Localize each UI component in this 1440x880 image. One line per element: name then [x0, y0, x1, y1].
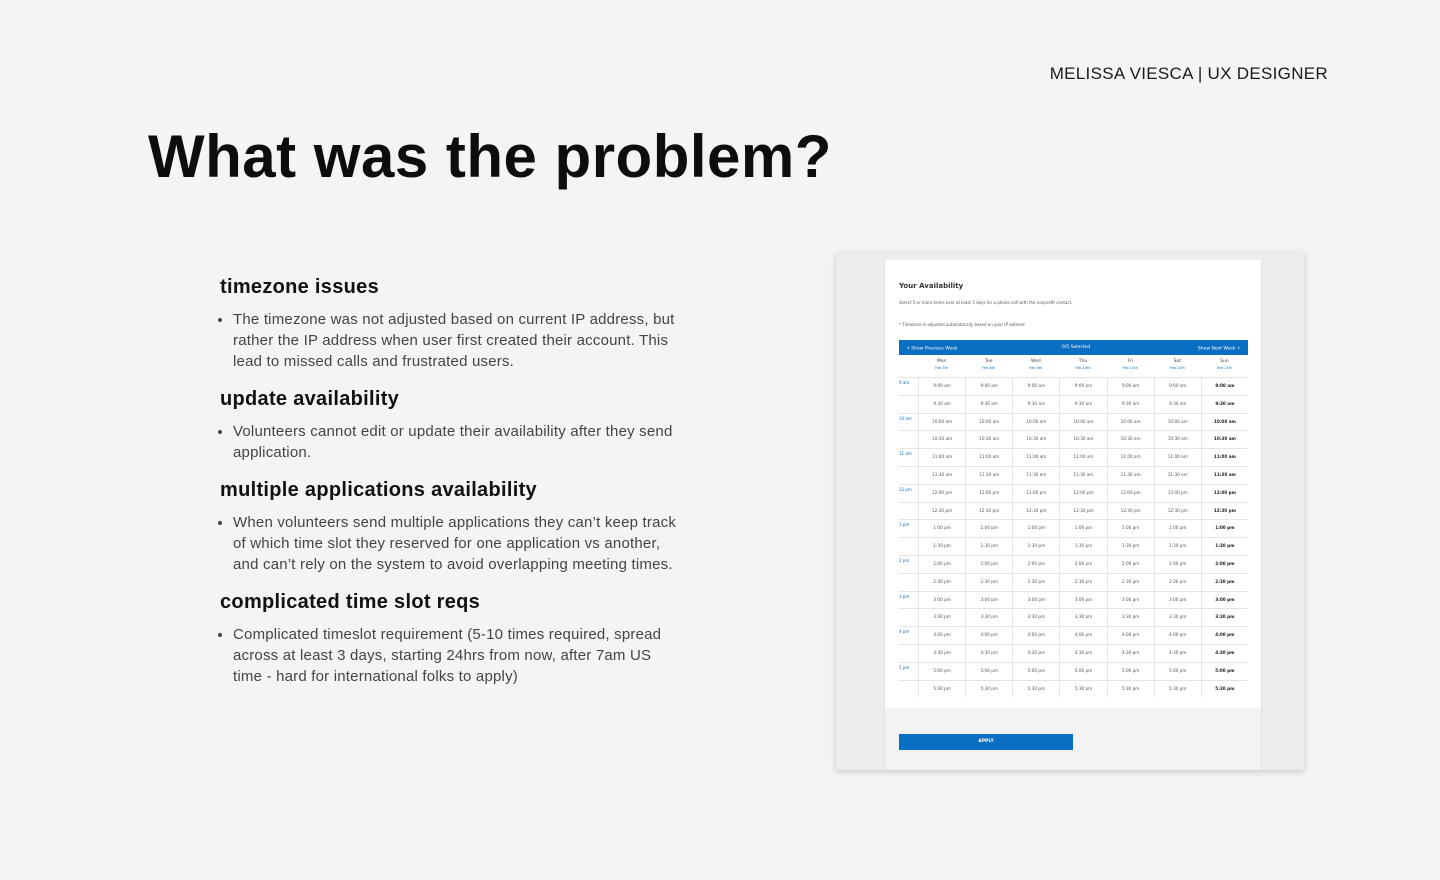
timezone-note: * Timezone is adjusted automatically based on your IP address — [899, 322, 1025, 327]
time-slot-option[interactable]: 4:00 pm — [1059, 627, 1106, 644]
time-slot-option[interactable]: 2:30 pm — [1107, 574, 1154, 591]
day-header — [1059, 358, 1106, 376]
panel-footer — [885, 708, 1261, 770]
time-slot-row — [899, 502, 1248, 520]
designer-brand: MELISSA VIESCA | UX DESIGNER — [1049, 64, 1328, 83]
time-slot-option[interactable]: 12:00 pm — [965, 485, 1012, 502]
issue-description: • The timezone was not adjusted based on current IP address, but rather the IP address when user first created their account. This lead to missed calls and frustrated users. — [233, 309, 680, 372]
time-slot-row — [899, 591, 1248, 609]
time-slot-option[interactable]: 10:30 am — [1201, 431, 1248, 448]
time-slot-option[interactable]: 1:00 pm — [918, 520, 965, 537]
apply-button[interactable]: APPLY — [899, 734, 1073, 750]
time-slot-option[interactable]: 1:30 pm — [965, 538, 1012, 555]
time-slot-row — [899, 680, 1248, 698]
next-week-label: Show Next Week — [1197, 346, 1236, 352]
time-slot-option[interactable]: 12:30 pm — [965, 503, 1012, 520]
time-slot-option[interactable]: 3:00 pm — [1154, 592, 1201, 609]
time-slot-option[interactable]: 3:00 pm — [1059, 592, 1106, 609]
time-slot-row — [899, 519, 1248, 537]
issue-heading: update availability — [220, 388, 400, 410]
hour-label — [899, 609, 918, 626]
time-slot-option[interactable]: 3:30 pm — [1107, 609, 1154, 626]
time-slot-option[interactable]: 11:30 am — [918, 467, 965, 484]
time-slot-option[interactable]: 1:00 pm — [1107, 520, 1154, 537]
time-slot-option[interactable]: 1:30 pm — [1012, 538, 1059, 555]
time-slot-option[interactable]: 9:00 am — [1107, 378, 1154, 395]
availability-panel — [884, 260, 1262, 770]
time-slot-option[interactable]: 5:30 pm — [1201, 681, 1248, 698]
time-slot-option[interactable]: 2:30 pm — [1059, 574, 1106, 591]
time-slot-row — [899, 484, 1248, 502]
time-slot-option[interactable]: 3:00 pm — [1012, 592, 1059, 609]
time-slot-option[interactable]: 1:30 pm — [1154, 538, 1201, 555]
time-slot-rows — [899, 377, 1248, 697]
time-slot-row — [899, 626, 1248, 644]
day-date: Feb 10th — [1075, 366, 1091, 370]
time-slot-option[interactable]: 10:30 am — [1154, 431, 1201, 448]
time-slot-option[interactable]: 3:00 pm — [918, 592, 965, 609]
day-header — [1012, 358, 1059, 376]
time-slot-option[interactable]: 10:30 am — [1059, 431, 1106, 448]
hour-label — [899, 503, 918, 520]
time-slot-option[interactable]: 3:30 pm — [1201, 609, 1248, 626]
time-slot-option[interactable]: 3:30 pm — [918, 609, 965, 626]
day-header — [918, 358, 965, 376]
time-slot-option[interactable]: 12:30 pm — [1201, 503, 1248, 520]
chevron-right-icon: › — [1237, 344, 1240, 352]
time-slot-option[interactable]: 2:00 pm — [1107, 556, 1154, 573]
hour-label: 12 pm — [899, 486, 912, 492]
time-slot-option[interactable]: 1:30 pm — [918, 538, 965, 555]
issue-description: • Complicated timeslot requirement (5-10 times required, spread across at least 3 days, starting 24hrs from now, after 7am US time - hard for international folks to apply) — [233, 624, 680, 687]
time-slot-option[interactable]: 3:30 pm — [1012, 609, 1059, 626]
time-slot-option[interactable]: 10:00 am — [965, 414, 1012, 431]
time-slot-option[interactable]: 5:00 pm — [965, 663, 1012, 680]
time-slot-option[interactable]: 9:00 am — [1154, 378, 1201, 395]
time-slot-option[interactable]: 3:00 pm — [965, 592, 1012, 609]
hour-label: 9 am — [899, 380, 910, 385]
time-slot-option[interactable]: 12:00 pm — [1201, 485, 1248, 502]
time-slot-option[interactable]: 5:30 pm — [965, 681, 1012, 698]
week-navigation-bar — [899, 340, 1248, 355]
issue-heading: timezone issues — [220, 276, 380, 298]
time-slot-option[interactable]: 11:30 am — [1059, 467, 1106, 484]
issue-description: • Volunteers cannot edit or update their availability after they send application. — [233, 421, 680, 463]
time-slot-option[interactable]: 12:00 pm — [1154, 485, 1201, 502]
time-slot-option[interactable]: 10:30 am — [1107, 431, 1154, 448]
time-slot-option[interactable]: 5:00 pm — [1012, 663, 1059, 680]
time-slot-option[interactable]: 9:30 am — [1154, 396, 1201, 413]
time-slot-option[interactable]: 11:30 am — [1012, 467, 1059, 484]
time-slot-option[interactable]: 2:00 pm — [965, 556, 1012, 573]
hour-label — [899, 396, 918, 413]
time-slot-option[interactable]: 2:30 pm — [1201, 574, 1248, 591]
issue-heading: complicated time slot reqs — [220, 591, 481, 613]
time-slot-option[interactable]: 5:30 pm — [918, 681, 965, 698]
time-slot-row — [899, 573, 1248, 591]
day-name: Sun — [1220, 359, 1229, 364]
issue-timezone — [220, 276, 680, 372]
day-date: Feb 8th — [982, 366, 996, 370]
time-slot-option[interactable]: 12:30 pm — [1012, 503, 1059, 520]
time-slot-row — [899, 448, 1248, 466]
time-slot-option[interactable]: 2:00 pm — [1201, 556, 1248, 573]
time-slot-option[interactable]: 12:00 pm — [1059, 485, 1106, 502]
time-slot-option[interactable]: 9:30 am — [1059, 396, 1106, 413]
time-slot-option[interactable]: 9:00 am — [918, 378, 965, 395]
time-slot-option[interactable]: 5:30 pm — [1012, 681, 1059, 698]
time-slot-option[interactable]: 10:30 am — [1012, 431, 1059, 448]
time-slot-option[interactable]: 2:30 pm — [918, 574, 965, 591]
time-slot-option[interactable]: 3:30 pm — [965, 609, 1012, 626]
time-slot-option[interactable]: 10:30 am — [965, 431, 1012, 448]
time-slot-option[interactable]: 11:00 am — [1059, 449, 1106, 466]
availability-screenshot — [836, 252, 1304, 770]
time-slot-option[interactable]: 4:00 pm — [918, 627, 965, 644]
time-slot-option[interactable]: 12:30 pm — [918, 503, 965, 520]
day-name: Tue — [984, 359, 993, 364]
day-name: Fri — [1127, 359, 1133, 364]
time-slot-row — [899, 466, 1248, 484]
time-slot-option[interactable]: 9:30 am — [1107, 396, 1154, 413]
day-date: Feb 13th — [1216, 366, 1233, 370]
time-slot-option[interactable]: 5:00 pm — [918, 663, 965, 680]
time-slot-option[interactable]: 9:00 am — [965, 378, 1012, 395]
time-slot-option[interactable]: 4:30 pm — [1059, 645, 1106, 662]
previous-week-button[interactable] — [907, 344, 958, 352]
time-slot-option[interactable]: 10:00 am — [1154, 414, 1201, 431]
hour-label: 3 pm — [899, 593, 910, 599]
time-slot-option[interactable]: 11:00 am — [1012, 449, 1059, 466]
day-name: Sat — [1173, 359, 1181, 364]
hour-label: 5 pm — [899, 664, 910, 670]
time-slot-option[interactable]: 11:00 am — [1107, 449, 1154, 466]
time-slot-option[interactable]: 2:00 pm — [1154, 556, 1201, 573]
time-slot-option[interactable]: 10:30 am — [918, 431, 965, 448]
time-slot-option[interactable]: 1:00 pm — [1059, 520, 1106, 537]
day-headers — [918, 358, 1248, 376]
time-slot-option[interactable]: 4:30 pm — [965, 645, 1012, 662]
time-slot-option[interactable]: 1:30 pm — [1107, 538, 1154, 555]
time-slot-row — [899, 430, 1248, 448]
time-slot-option[interactable]: 9:30 am — [965, 396, 1012, 413]
hour-label — [899, 681, 918, 698]
time-slot-option[interactable]: 5:00 pm — [1059, 663, 1106, 680]
hour-label: 4 pm — [899, 629, 910, 635]
time-slot-option[interactable]: 2:00 pm — [918, 556, 965, 573]
day-date: Feb 11th — [1122, 366, 1138, 370]
time-slot-option[interactable]: 11:30 am — [1201, 467, 1248, 484]
previous-week-label: Show Previous Week — [911, 346, 958, 352]
time-slot-option[interactable]: 9:00 am — [1201, 378, 1248, 395]
hour-label: 2 pm — [899, 557, 910, 563]
day-name: Wed — [1030, 359, 1041, 364]
day-header — [1107, 358, 1154, 376]
availability-instructions: Select 5 or more times over at least 3 days for a phone call with the nonprofit contact. — [899, 300, 1073, 305]
hour-label — [899, 467, 918, 484]
time-slot-option[interactable]: 4:00 pm — [1201, 627, 1248, 644]
issue-description: • When volunteers send multiple applications they can’t keep track of which time slot they reserved for one application vs another, and can’t rely on the system to avoid overlapping meeting times. — [233, 512, 680, 575]
time-slot-row — [899, 413, 1248, 431]
time-slot-option[interactable]: 2:00 pm — [1012, 556, 1059, 573]
issue-update-availability — [220, 388, 680, 463]
time-slot-option[interactable]: 5:00 pm — [1201, 663, 1248, 680]
page-title: What was the problem? — [148, 123, 832, 190]
time-slot-option[interactable]: 3:30 pm — [1059, 609, 1106, 626]
time-slot-option[interactable]: 3:00 pm — [1107, 592, 1154, 609]
time-slot-option[interactable]: 1:30 pm — [1201, 538, 1248, 555]
time-slot-option[interactable]: 9:00 am — [1059, 378, 1106, 395]
time-slot-option[interactable]: 1:00 pm — [1154, 520, 1201, 537]
hour-label — [899, 574, 918, 591]
time-slot-option[interactable]: 9:00 am — [1012, 378, 1059, 395]
time-slot-row — [899, 555, 1248, 573]
time-slot-option[interactable]: 12:00 pm — [1107, 485, 1154, 502]
time-slot-option[interactable]: 4:30 pm — [1012, 645, 1059, 662]
time-slot-option[interactable]: 11:30 am — [1107, 467, 1154, 484]
time-slot-option[interactable]: 4:30 pm — [1107, 645, 1154, 662]
time-slot-option[interactable]: 11:30 am — [1154, 467, 1201, 484]
time-slot-option[interactable]: 9:30 am — [918, 396, 965, 413]
time-slot-option[interactable]: 10:00 am — [918, 414, 965, 431]
time-slot-option[interactable]: 4:30 pm — [1201, 645, 1248, 662]
availability-title: Your Availability — [899, 282, 964, 290]
next-week-button[interactable] — [1198, 344, 1240, 352]
hour-label: 10 am — [899, 415, 912, 421]
time-slot-option[interactable]: 11:00 am — [1201, 449, 1248, 466]
time-slot-option[interactable]: 12:30 pm — [1059, 503, 1106, 520]
time-slot-option[interactable]: 5:00 pm — [1154, 663, 1201, 680]
time-slot-option[interactable]: 10:00 am — [1012, 414, 1059, 431]
hour-label: 1 pm — [899, 522, 910, 528]
day-date: Feb 12th — [1169, 366, 1185, 370]
time-slot-option[interactable]: 2:30 pm — [1154, 574, 1201, 591]
time-slot-option[interactable]: 4:00 pm — [1107, 627, 1154, 644]
hour-label — [899, 538, 918, 555]
issue-time-slot-reqs — [220, 591, 680, 687]
time-slot-option[interactable]: 5:00 pm — [1107, 663, 1154, 680]
time-slot-option[interactable]: 12:00 pm — [918, 485, 965, 502]
chevron-left-icon: ‹ — [907, 344, 910, 352]
day-name: Thu — [1078, 359, 1088, 364]
selected-count: 0/5 Selected — [1062, 345, 1091, 350]
time-slot-option[interactable]: 11:00 am — [965, 449, 1012, 466]
day-header — [1154, 358, 1201, 376]
time-slot-option[interactable]: 9:30 am — [1201, 396, 1248, 413]
time-slot-option[interactable]: 4:00 pm — [965, 627, 1012, 644]
time-slot-grid — [899, 358, 1248, 697]
hour-label — [899, 645, 918, 662]
time-slot-option[interactable]: 11:00 am — [918, 449, 965, 466]
hour-label — [899, 431, 918, 448]
day-name: Mon — [936, 359, 947, 364]
time-slot-option[interactable]: 1:00 pm — [965, 520, 1012, 537]
time-slot-option[interactable]: 11:00 am — [1154, 449, 1201, 466]
time-slot-option[interactable]: 11:30 am — [965, 467, 1012, 484]
time-slot-option[interactable]: 5:30 pm — [1059, 681, 1106, 698]
time-slot-option[interactable]: 12:00 pm — [1012, 485, 1059, 502]
time-slot-option[interactable]: 4:00 pm — [1154, 627, 1201, 644]
time-slot-option[interactable]: 1:30 pm — [1059, 538, 1106, 555]
time-slot-option[interactable]: 10:00 am — [1201, 414, 1248, 431]
day-header — [1201, 358, 1248, 376]
time-slot-option[interactable]: 10:00 am — [1107, 414, 1154, 431]
time-slot-row — [899, 377, 1248, 395]
time-slot-option[interactable]: 4:00 pm — [1012, 627, 1059, 644]
day-date: Feb 7th — [935, 366, 949, 370]
hour-label: 11 am — [899, 451, 912, 457]
time-slot-option[interactable]: 2:30 pm — [965, 574, 1012, 591]
time-slot-option[interactable]: 12:30 pm — [1107, 503, 1154, 520]
time-slot-row — [899, 608, 1248, 626]
time-slot-option[interactable]: 4:30 pm — [1154, 645, 1201, 662]
issues-list — [220, 276, 680, 703]
time-slot-row — [899, 537, 1248, 555]
time-slot-option[interactable]: 5:30 pm — [1154, 681, 1201, 698]
time-slot-row — [899, 395, 1248, 413]
time-slot-option[interactable]: 9:30 am — [1012, 396, 1059, 413]
issue-heading: multiple applications availability — [220, 479, 537, 501]
issue-multiple-applications — [220, 479, 680, 575]
time-slot-option[interactable]: 2:00 pm — [1059, 556, 1106, 573]
time-slot-option[interactable]: 2:30 pm — [1012, 574, 1059, 591]
day-date: Feb 9th — [1029, 366, 1043, 370]
time-slot-option[interactable]: 3:30 pm — [1154, 609, 1201, 626]
time-slot-row — [899, 644, 1248, 662]
time-slot-option[interactable]: 10:00 am — [1059, 414, 1106, 431]
time-slot-option[interactable]: 12:30 pm — [1154, 503, 1201, 520]
time-slot-option[interactable]: 1:00 pm — [1201, 520, 1248, 537]
time-slot-option[interactable]: 1:00 pm — [1012, 520, 1059, 537]
time-slot-option[interactable]: 5:30 pm — [1107, 681, 1154, 698]
day-header — [965, 358, 1012, 376]
time-slot-row — [899, 662, 1248, 680]
time-slot-option[interactable]: 3:00 pm — [1201, 592, 1248, 609]
time-slot-option[interactable]: 4:30 pm — [918, 645, 965, 662]
